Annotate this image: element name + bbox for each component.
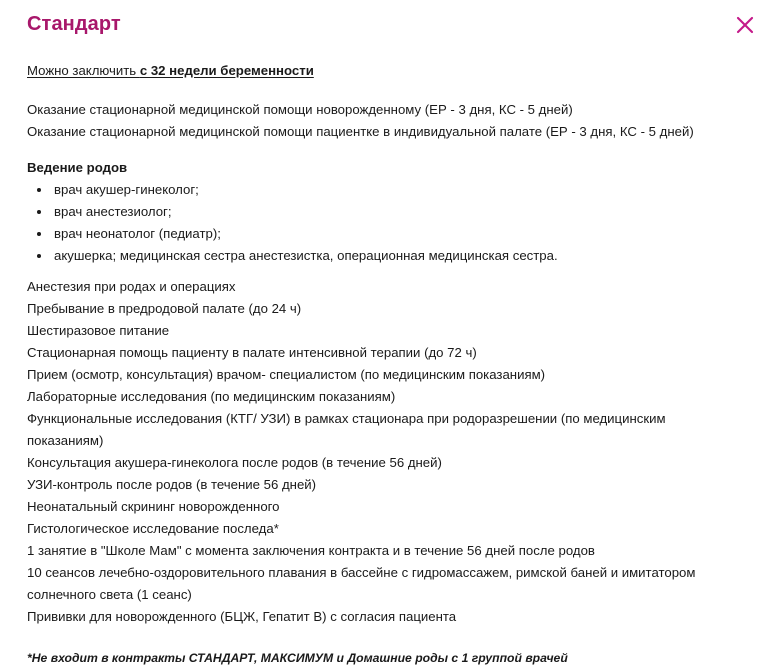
eligibility-prefix: Можно заключить: [27, 63, 140, 78]
spacer: [27, 267, 753, 276]
list-item-label: акушерка; медицинская сестра анестезистка, операционная медицинская сестра.: [54, 248, 558, 263]
list-item: Лабораторные исследования (по медицинским показаниям): [27, 389, 396, 404]
footnote: *Не входит в контракты СТАНДАРТ, МАКСИМУМ и Домашние роды с 1 группой врачей: [27, 651, 568, 665]
list-item: Консультация акушера-гинеколога после родов (в течение 56 дней): [27, 455, 442, 470]
section-heading: Ведение родов: [27, 160, 128, 175]
list-item-label: врач акушер-гинеколог;: [54, 182, 199, 197]
list-item: [27, 179, 753, 201]
list-item: [27, 223, 753, 245]
eligibility-emphasis: с 32 недели беременности: [139, 63, 314, 78]
modal-body: [0, 62, 780, 667]
list-item: Прием (осмотр, консультация) врачом- специалистом (по медицинским показаниям): [27, 367, 546, 382]
page-title: Стандарт: [27, 13, 121, 35]
list-item: Оказание стационарной медицинской помощи пациентке в индивидуальной палате (ЕР - 3 дня, КС - 5 дней): [27, 124, 694, 139]
spacer: [27, 79, 753, 99]
list-item: Функциональные исследования (КТГ/ УЗИ) в рамках стационара при родоразрешении (по медицинским показаниям): [27, 411, 666, 448]
list-item: Гистологическое исследование последа*: [27, 521, 279, 536]
spacer: [27, 143, 753, 157]
list-item-label: врач анестезиолог;: [54, 204, 172, 219]
list-item: Пребывание в предродовой палате (до 24 ч): [27, 301, 302, 316]
services-list: [27, 276, 753, 628]
list-item: 1 занятие в "Школе Мам" с момента заключения контракта и в течение 56 дней после родов: [27, 543, 595, 558]
stationary-care-list: [27, 99, 753, 143]
list-item: [27, 245, 753, 267]
labor-management-section: [27, 157, 753, 267]
list-item: Шестиразовое питание: [27, 323, 170, 338]
list-item: Оказание стационарной медицинской помощи новорожденному (ЕР - 3 дня, КС - 5 дней): [27, 102, 573, 117]
list-item: Прививки для новорожденного (БЦЖ, Гепатит В) с согласия пациента: [27, 609, 457, 624]
list-item: Анестезия при родах и операциях: [27, 279, 236, 294]
list-item: [27, 201, 753, 223]
list-item: 10 сеансов лечебно-оздоровительного плавания в бассейне с гидромассажем, римской баней и имитатором солнечного света (1 сеанс): [27, 565, 696, 602]
modal-header: [0, 0, 780, 44]
list-item: УЗИ-контроль после родов (в течение 56 дней): [27, 477, 317, 492]
list-item-label: врач неонатолог (педиатр);: [54, 226, 221, 241]
close-button[interactable]: [732, 12, 758, 38]
list-item: Стационарная помощь пациенту в палате интенсивной терапии (до 72 ч): [27, 345, 477, 360]
close-icon: [732, 12, 758, 38]
list-item: Неонатальный скрининг новорожденного: [27, 499, 280, 514]
staff-list: [27, 179, 753, 267]
eligibility-note: [27, 62, 753, 79]
